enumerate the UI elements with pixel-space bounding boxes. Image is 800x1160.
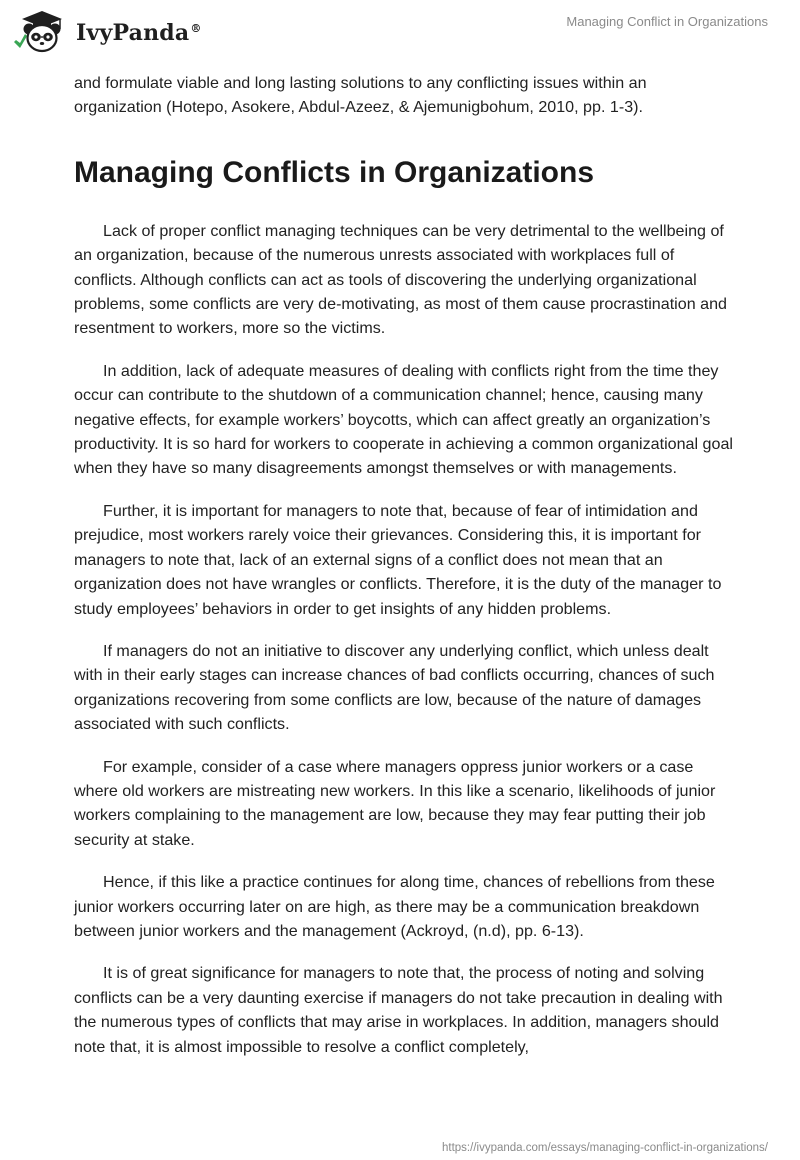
document-title: Managing Conflict in Organizations	[566, 14, 768, 29]
registered-mark: ®	[190, 21, 202, 35]
body-paragraph: Further, it is important for managers to note that, because of fear of intimidation and prejudice, most workers rarely voice their grievances. Considering this, it is important for managers to note that, lack of an external signs of a conflict does not mean that an organization does not have wrangles or conflicts. Therefore, it is the duty of the manager to study employees’ behaviors in order to get insights of any hidden problems.	[74, 501, 722, 618]
brand-logo[interactable]	[14, 10, 202, 56]
section-heading: Managing Conflicts in Organizations	[74, 155, 595, 189]
lead-paragraph: and formulate viable and long lasting solutions to any conflicting issues within an organization (Hotepo, Asokere, Abdul-Azeez, & Ajemunigbohum, 2010, pp. 1-3).	[74, 74, 647, 117]
brand-name: IvyPanda®	[76, 20, 202, 46]
body-paragraph: For example, consider of a case where managers oppress junior workers or a case where old workers are mistreating new workers. In this like a scenario, likelihoods of junior workers complaining to the management are low, because they may fear putting their job security at stake.	[74, 757, 716, 849]
body-paragraph: Hence, if this like a practice continues for along time, chances of rebellions from these junior workers occurring later on are high, as there may be a communication breakdown between junior workers and the management (Ackroyd, (n.d), pp. 6-13).	[74, 873, 715, 940]
body-paragraph: Lack of proper conflict managing techniques can be very detrimental to the wellbeing of an organization, because of the numerous unrests associated with workplaces full of conflicts. Although conflicts can act as tools of discovering the underlying organizational problems, some conflicts are very de-motivating, as most of them cause procrastination and resentment to workers, more so the victims.	[74, 221, 727, 338]
body-paragraph: In addition, lack of adequate measures of dealing with conflicts right from the time they occur can contribute to the shutdown of a communication channel; hence, causing many negative effects, for example workers’ boycotts, which can affect greatly an organization’s productivity. It is so hard for workers to cooperate in achieving a common organizational goal when they have so many disagreements amongst themselves or with managements.	[74, 361, 733, 478]
body-paragraph: It is of great significance for managers to note that, the process of noting and solving conflicts can be a very daunting exercise if managers do not take precaution in dealing with the numerous types of conflicts that may arise in workplaces. In addition, managers should note that, it is almost impossible to resolve a conflict completely,	[74, 964, 723, 1056]
body-paragraph: If managers do not an initiative to discover any underlying conflict, which unless dealt with in their early stages can increase chances of bad conflicts occurring, chances of such organizations recovering from some conflicts are low, because of the nature of damages associated with such conflicts.	[74, 641, 715, 734]
essay-content	[74, 71, 734, 1077]
source-url[interactable]: https://ivypanda.com/essays/managing-conflict-in-organizations/	[442, 1142, 768, 1154]
panda-mascot-icon	[14, 10, 70, 56]
